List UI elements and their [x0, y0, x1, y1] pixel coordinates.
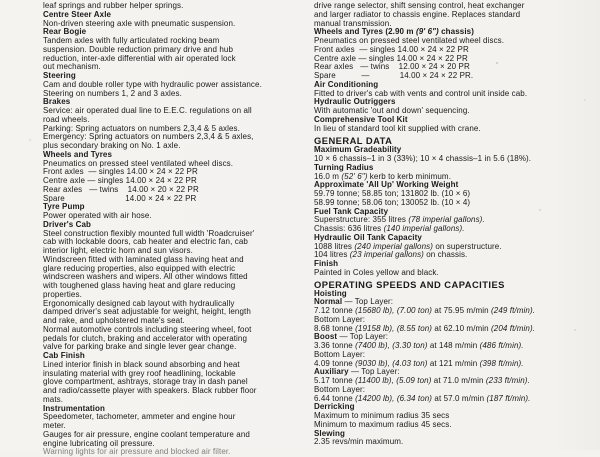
text-line: Tyre Pump	[43, 202, 85, 212]
text-line: Windscreen fitted with laminated glass having heat and	[43, 254, 244, 264]
text-line: Maximum to minimum radius 35 secs	[314, 411, 450, 420]
text-line: Finish	[314, 259, 339, 268]
text-line: Emergency: Spring actuators on numbers 2,3,4 & 5 axles,	[43, 132, 254, 142]
text-line: pedals for clutch, braking and accelerator with operating	[43, 333, 248, 343]
text-line: and radio/cassette player with speakers. Black rubber floor	[43, 386, 257, 395]
text-line: Air Conditioning	[314, 79, 379, 89]
text-line: 1088 litres (240 imperial gallons) on superstructure.	[314, 241, 502, 251]
text-line: Instrumentation	[43, 403, 105, 413]
text-line: Power operated with air hose.	[43, 211, 152, 220]
text-line: 7.12 tonne (15680 lb), (7.00 ton) at 75.95 m/min (249 ft/min).	[314, 306, 536, 315]
text-line: Spare — 14.00 × 24 × 22 PR.	[314, 71, 474, 80]
text-line: Hydraulic Outriggers	[314, 97, 396, 107]
text-line: Derricking	[314, 402, 355, 412]
text-line: and larger radiator to chassis engine. Replaces standard	[314, 9, 521, 19]
text-line: Slewing	[314, 428, 345, 438]
text-line: Hydraulic Oil Tank Capacity	[314, 232, 422, 242]
text-line: Driver's Cab	[43, 219, 92, 229]
text-line: leaf springs and rubber helper springs.	[43, 1, 184, 10]
text-line: 58.99 tonne; 58.06 ton; 130052 lb. (10 × 4)	[314, 197, 471, 207]
text-line: Spare 14.00 × 24 × 22 PR	[43, 193, 197, 203]
text-line: Normal — Top Layer:	[314, 297, 394, 307]
text-line: Pneumatics on pressed steel ventilated wheel discs.	[43, 158, 234, 168]
text-line: insulating material with grey roof headlining, lockable	[43, 368, 236, 378]
text-line: Lined interior finish in black sound absorbing and heat	[43, 359, 240, 369]
text-line: reduction, inter-axle differential with air operated lock	[43, 53, 236, 63]
text-line: Pneumatics on pressed steel ventilated wheel discs.	[314, 36, 505, 45]
text-line: Painted in Coles yellow and black.	[314, 267, 439, 277]
text-line: Centre Steer Axle	[43, 9, 112, 19]
text-line: Service: air operated dual line to E.E.C. regulations on all	[43, 106, 252, 115]
text-line: glove compartment, ashtrays, storage tray in dash panel	[43, 377, 248, 387]
text-line: 5.17 tonne (11400 lb), (5.09 ton) at 71.0 m/min (233 ft/min).	[314, 376, 530, 385]
text-line: Rear axles — twins 14.00 × 20 × 22 PR	[43, 184, 199, 194]
text-line: meter.	[43, 421, 66, 430]
text-line: OPERATING SPEEDS AND CAPACITIES	[314, 278, 505, 290]
text-line: Auxiliary — Top Layer:	[314, 367, 400, 377]
text-line: Chassis: 636 litres (140 imperial gallons).	[314, 224, 465, 233]
text-line: Wheels and Tyres	[43, 149, 113, 159]
text-line: Turning Radius	[314, 162, 374, 172]
text-line: Approximate 'All Up' Working Weight	[314, 180, 459, 190]
text-line: valve for parking brake and single lever gear change.	[43, 342, 237, 352]
text-line: Bottom Layer:	[314, 384, 366, 394]
text-line: 2.35 revs/min maximum.	[314, 437, 404, 447]
text-line: 10 × 6 chassis–1 in 3 (33%); 10 × 4 chassis–1 in 5.6 (18%).	[314, 154, 532, 163]
text-line: Fuel Tank Capacity	[314, 206, 389, 216]
text-line: Non-driven steering axle with pneumatic suspension.	[43, 18, 236, 28]
text-line: Speedometer, tachometer, ammeter and engine hour	[43, 412, 236, 422]
text-line: interior light, electric horn and sun visors.	[43, 246, 193, 255]
text-line: Normal automotive controls including steering wheel, foot	[43, 324, 252, 334]
text-line: Brakes	[43, 97, 71, 107]
text-line: Steering	[43, 71, 76, 80]
text-line: Steel construction flexibly mounted full width 'Roadcruiser'	[43, 228, 255, 238]
text-line: 8.68 tonne (19158 lb), (8.55 ton) at 62.10 m/min (204 ft/min).	[314, 323, 536, 333]
text-line: With automatic 'out and down' sequencing.	[314, 106, 470, 115]
text-line: Tandem axles with fully articulated rocking beam	[43, 36, 220, 45]
left-column	[43, 2, 311, 457]
text-line: 16.0 m (52' 6") kerb to kerb minimum.	[314, 171, 452, 181]
text-line: 6.44 tonne (14200 lb), (6.34 ton) at 57.0 m/min (187 ft/min).	[314, 393, 531, 403]
text-line: properties.	[43, 289, 82, 299]
text-line: Hoisting	[314, 288, 347, 298]
text-line: out mechanism.	[43, 62, 101, 72]
text-line: glare reducing properties, also equipped with electric	[43, 263, 236, 273]
text-line: with toughened glass having heat and glare reducing	[43, 281, 236, 290]
text-line: Bottom Layer:	[314, 349, 366, 359]
text-line: damped driver's seat adjustable for weight, height, length	[43, 307, 251, 317]
text-line: and rake, and upholstered mate's seat.	[43, 316, 185, 325]
text-line: 4.09 tonne (9030 lb), (4.03 ton) at 121 m/min (398 ft/min).	[314, 358, 524, 368]
text-line: plus secondary braking on No. 1 axle.	[43, 141, 181, 150]
text-line: Rear axles — twins 12.00 × 24 × 20 PR	[314, 62, 470, 72]
text-line: In lieu of standard tool kit supplied with crane.	[314, 123, 481, 133]
text-line: drive range selector, shift sensing control, heat exchanger	[314, 1, 525, 10]
text-line: Maximum Gradeability	[314, 145, 402, 155]
text-line: Cab Finish	[43, 351, 85, 360]
text-line: mats.	[43, 394, 64, 404]
text-line: 104 litres (23 imperial gallons) on chassis.	[314, 250, 468, 260]
text-line: Steering on numbers 1, 2 and 3 axles.	[43, 88, 182, 98]
text-line: Front axles — singles 14.00 × 24 × 22 PR	[43, 167, 198, 177]
text-line: Gauges for air pressure, engine coolant temperature and	[43, 429, 250, 439]
text-line: Fitted to driver's cab with vents and control unit inside cab.	[314, 88, 528, 98]
text-line: road wheels.	[43, 114, 90, 124]
text-line: manual transmission.	[314, 18, 392, 28]
text-line: windscreen washers and wipers. All other windows fitted	[43, 272, 248, 282]
text-line: Minimum to maximum radius 45 secs.	[314, 419, 452, 429]
text-line: 3.36 tonne (7400 lb), (3.30 ton) at 148 m/min (486 ft/min).	[314, 341, 524, 350]
text-line: Cam and double roller type with hydraulic power assistance.	[43, 79, 262, 89]
text-line: Parking: Spring actuators on numbers 2,3,4 & 5 axles.	[43, 123, 240, 133]
text-line: GENERAL DATA	[314, 135, 393, 147]
right-column	[314, 2, 596, 447]
text-line: suspension. Double reduction primary drive and hub	[43, 44, 233, 54]
text-line: Front axles — singles 14.00 × 24 × 22 PR	[314, 44, 469, 54]
text-line: Warning lights for air pressure and blocked air filter.	[43, 447, 231, 457]
text-line: Rear Bogie	[43, 27, 87, 37]
text-line: cab with lockable doors, cab heater and electric fan, cab	[43, 237, 248, 247]
text-line: Bottom Layer:	[314, 314, 366, 324]
text-line: Boost — Top Layer:	[314, 332, 389, 342]
text-line: Ergonomically designed cab layout with hydraulically	[43, 298, 235, 308]
text-line: Centre axle — singles 14.00 × 24 × 22 PR	[43, 176, 197, 185]
text-line: Wheels and Tyres (2.90 m (9' 6") chassis)	[314, 27, 474, 37]
text-line: engine lubricating oil pressure.	[43, 438, 155, 448]
text-line: Centre axle — singles 14.00 × 24 × 22 PR	[314, 53, 468, 63]
text-line: 59.79 tonne; 58.85 ton; 131802 lb. (10 × 6)	[314, 189, 471, 198]
text-line: Comprehensive Tool Kit	[314, 114, 408, 124]
text-line: Superstructure: 355 litres (78 imperial gallons).	[314, 215, 485, 225]
